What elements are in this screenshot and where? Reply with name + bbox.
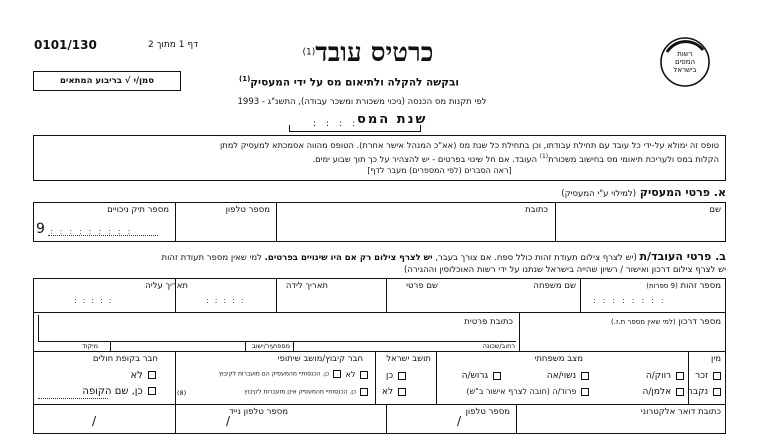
kibbutz-no-option[interactable] [346, 370, 370, 379]
resident-label: תושב ישראל [386, 354, 431, 364]
passport-text: מספר דרכון [678, 317, 721, 327]
marital-single-text: רווק/ה [645, 371, 672, 381]
section-b-title [33, 250, 726, 263]
phone-field[interactable]: / [457, 414, 462, 428]
kibbutz-no-text: לא [345, 370, 356, 379]
resident-no-text: לא [381, 387, 394, 397]
aliyah-date-field[interactable]: ::::: [74, 296, 118, 305]
deductions-file-prefix: 9 [36, 221, 45, 237]
mobile-label: מספר טלפון נייד [229, 407, 288, 417]
health-fund-yes-option[interactable] [82, 386, 158, 397]
passport-note: (למי שאין מספר ת.ז.) [610, 318, 676, 326]
deductions-file-label: מספר תיק ניכויים [107, 205, 169, 215]
gender-label: מין [711, 354, 721, 364]
notice-line-2-tail: העובד. אם חל שינוי בפרטים - יש להצהיר על כך תוך שבוע ימים. [312, 153, 540, 164]
form-title [268, 38, 468, 68]
tax-authority-logo [659, 36, 711, 88]
passport-label [611, 317, 721, 327]
gender-female-text: נקבה [687, 387, 709, 397]
tax-year-field[interactable]: :::: [289, 115, 421, 132]
resident-yes-text: כן [385, 371, 394, 381]
resident-no-option[interactable] [382, 387, 408, 397]
notice-line-1: טופס זה ימולא על-ידי כל עובד עם תחילת עבודתו, וכן בתחילת כל שנת מס (אא"כ המנהל אישר אחרת). הטופס מהווה אסמכתא למעסיק למתן [220, 140, 719, 150]
health-fund-no-text: לא [130, 370, 143, 381]
city-label: עיר/ישוב [252, 342, 275, 350]
street-label: רחוב/שכונה [482, 342, 515, 350]
gender-male-option[interactable] [695, 371, 723, 381]
employer-address-field[interactable] [277, 215, 554, 241]
notice-line-3: [ראה הסברים (לפי המספרים) מעבר לדף] [367, 165, 512, 175]
regulation-text: לפי תקנות מס הכנסה (ניכוי משכורת ומשכר עבודה), התשנ"ג - 1993 [237, 97, 487, 107]
id-number-note: (9 ספרות) [646, 282, 678, 290]
health-fund-yes-checkbox[interactable] [148, 387, 156, 395]
instructions-notice [33, 135, 726, 181]
marital-widowed-option[interactable] [643, 387, 686, 397]
employer-phone-field[interactable] [176, 215, 275, 241]
notice-line-2-text: הקלות במס ולעריכת תיאומי מס בחישוב משכורת [548, 153, 719, 164]
kibbutz-yes-transferred-text: כן. הכנסותיי מהמעסיק הם מועברות לקיבוץ [218, 370, 330, 378]
kibbutz-yes-transferred-checkbox[interactable] [333, 370, 341, 378]
section-b-note-bold: יש לצרף צילום רק אם היו שינויים בפרטים. [264, 253, 433, 263]
form-title-note: (1) [302, 47, 316, 58]
last-name-label: שם משפחה [533, 281, 576, 291]
section-a-heading: א. פרטי המעסיק [639, 186, 726, 199]
tax-year-label: שנת המס [357, 112, 428, 127]
page-indicator: דף 1 מתוך 2 [148, 40, 199, 50]
email-field[interactable] [517, 418, 725, 433]
health-fund-label: חבר בקופת חולים [92, 354, 158, 364]
marital-single-option[interactable] [646, 371, 686, 381]
marital-married-text: נשוי/אה [546, 371, 577, 381]
health-fund-no-option[interactable] [130, 370, 158, 381]
gender-female-option[interactable] [687, 387, 723, 397]
employer-phone-label: מספר טלפון [225, 205, 270, 215]
kibbutz-label: חבר קיבוץ/מושב שיתופי [277, 354, 363, 364]
kibbutz-yes-not-transferred-option[interactable] [175, 388, 370, 396]
mark-instruction-box: סמן/י √ בריבוע המתאים [33, 71, 181, 91]
aliyah-date-label: תאריך עליה [145, 281, 188, 291]
marital-divorced-option[interactable] [462, 371, 503, 381]
logo-line-2: המסים [674, 58, 696, 66]
marital-widowed-checkbox[interactable] [676, 388, 684, 396]
first-name-field[interactable] [277, 292, 385, 311]
kibbutz-yes-transferred-option[interactable] [173, 370, 343, 378]
mobile-field[interactable]: / [226, 414, 231, 428]
kibbutz-yes-not-transferred-text: כן. הכנסותיי מהמעסיק אינן מועברות לקיבוץ [244, 388, 357, 396]
kibbutz-note: (8) [177, 389, 187, 397]
health-fund-yes-text: כן, שם הקופה [82, 386, 143, 397]
marital-separated-text: פרוד/ה (חובה לצרף אישור ב"ש) [466, 387, 577, 396]
resident-no-checkbox[interactable] [398, 388, 406, 396]
zip-label: מיקוד [82, 342, 98, 350]
form-title-text: כרטיס עובד [315, 38, 434, 68]
birth-date-field[interactable]: ::::: [206, 296, 250, 305]
resident-yes-option[interactable] [386, 371, 408, 381]
passport-field[interactable] [520, 328, 725, 350]
gender-female-checkbox[interactable] [713, 388, 721, 396]
deductions-file-field[interactable]: 9 ::::::::: [34, 215, 174, 241]
email-label: כתובת דואר אלקטרוני [640, 407, 721, 417]
id-number-label [646, 281, 721, 291]
extra-phone-field[interactable]: / [92, 414, 97, 428]
employer-name-label: שם [709, 205, 721, 215]
logo-line-3: בישראל [673, 66, 697, 74]
marital-separated-checkbox[interactable] [581, 388, 589, 396]
employer-name-field[interactable] [556, 215, 725, 241]
resident-yes-checkbox[interactable] [398, 372, 406, 380]
notice-line-2-note: (1) [539, 153, 549, 160]
marital-divorced-text: גרוש/ה [461, 371, 489, 381]
section-a-title [514, 186, 726, 199]
marital-widowed-text: אלמן/ה [642, 387, 672, 397]
id-number-field[interactable]: :::::::: [593, 296, 671, 305]
house-number-label: מספר [273, 342, 290, 350]
subtitle-note: (1) [239, 75, 251, 83]
section-b-note-1: (יש לצרף צילום תעודת זהות כולל ספח. אם צורך בעבר, [435, 253, 637, 263]
kibbutz-no-checkbox[interactable] [360, 371, 368, 379]
marital-divorced-checkbox[interactable] [493, 372, 501, 380]
subtitle-text: ובקשה להקלה ולתיאום מס על ידי המעסיק [250, 76, 459, 89]
marital-status-label: מצב משפחתי [534, 354, 583, 364]
kibbutz-yes-not-transferred-checkbox[interactable] [360, 388, 368, 396]
gender-male-checkbox[interactable] [713, 372, 721, 380]
marital-single-checkbox[interactable] [676, 372, 684, 380]
section-b-note-2: יש לצרף צילום דרכון ואישור / רשיון שהייה בישראל שנתנו על ידי רשות האוכלוסין וההגירה) [404, 265, 726, 275]
gender-male-text: זכר [695, 371, 709, 381]
health-fund-no-checkbox[interactable] [148, 371, 156, 379]
marital-married-checkbox[interactable] [581, 372, 589, 380]
id-number-text: מספר זהות [680, 281, 721, 291]
private-address-field[interactable] [38, 328, 516, 341]
private-address-label: כתובת פרטית [464, 317, 513, 327]
section-b-note-tail: למי שאין מספר תעודת זהות [161, 253, 262, 263]
form-subtitle [234, 75, 464, 89]
birth-date-label: תאריך לידה [285, 281, 328, 291]
section-a-subtitle: (למילוי ע"י המעסיק) [561, 189, 637, 199]
notice-line-2 [40, 151, 719, 165]
form-number: 0101/130 [34, 38, 97, 52]
marital-married-option[interactable] [547, 371, 591, 381]
logo-line-1: רשות [677, 50, 693, 58]
phone-label: מספר טלפון [465, 407, 510, 417]
employer-address-label: כתובת [525, 205, 548, 215]
section-b-heading: ב. פרטי העובד/ת [639, 250, 726, 263]
last-name-field[interactable] [387, 292, 579, 311]
first-name-label: שם פרטי [406, 281, 438, 291]
marital-separated-option[interactable] [466, 387, 591, 396]
